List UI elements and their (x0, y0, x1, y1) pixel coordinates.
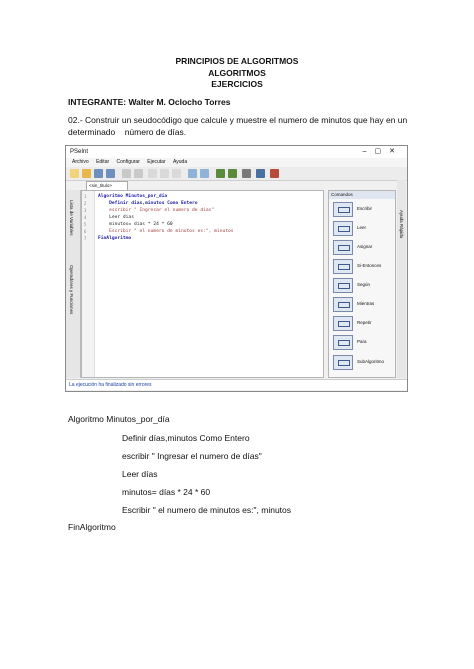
new-file-icon (70, 169, 79, 178)
window-controls: –▢✕ (362, 148, 403, 155)
line-number: 1 (84, 194, 87, 199)
code-line: Algoritmo Minutos_por_dia (98, 194, 168, 199)
indent-icon (188, 169, 197, 178)
stop-icon (270, 169, 279, 178)
code-line: minutos= dias * 24 * 60 (98, 222, 173, 227)
menu-ejecutar: Ejecutar (147, 159, 166, 165)
write-icon (333, 202, 353, 217)
algorithm-footer: FinAlgoritmo (68, 522, 116, 532)
command-segun: Según (333, 278, 391, 293)
code-line: Escribir " el numero de minutos es:", minutos (98, 229, 234, 234)
pseint-screenshot (65, 145, 408, 392)
toolbar (66, 167, 407, 181)
paste-icon (172, 169, 181, 178)
line-number: 7 (84, 236, 87, 241)
doc-section-title: EJERCICIOS (211, 79, 263, 89)
menu-archivo: Archivo (72, 159, 89, 165)
command-escribir: Escribir (333, 202, 391, 217)
algorithm-line: minutos= días * 24 * 60 (122, 487, 211, 497)
algorithm-line: Escribir " el numero de minutos es:", minutos (122, 505, 292, 515)
editor-tabs (66, 181, 316, 190)
line-number: 3 (84, 208, 87, 213)
menu-editar: Editar (96, 159, 110, 165)
while-icon (333, 297, 353, 312)
code-line: FinAlgoritmo (98, 236, 132, 241)
algorithm-line: escribir " Ingresar el numero de días" (122, 451, 262, 461)
repeat-icon (333, 316, 353, 331)
line-number: 6 (84, 229, 87, 234)
question-line-1: 02.- Construir un seudocódigo que calcule y muestre el numero de minutos que hay en un (68, 115, 408, 125)
algorithm-line: Definir días,minutos Como Entero (122, 433, 250, 443)
menu-configurar: Configurar (116, 159, 140, 165)
quick-help-tab: Ayuda Rápida (399, 210, 404, 239)
for-icon (333, 335, 353, 350)
open-folder-icon (82, 169, 91, 178)
help-icon (256, 169, 265, 178)
variables-list-tab: Lista de Variables (69, 200, 74, 236)
command-asignar: Asignar (333, 240, 391, 255)
line-number: 5 (84, 222, 87, 227)
read-icon (333, 221, 353, 236)
subalgorithm-icon (333, 355, 353, 370)
menu-ayuda: Ayuda (173, 159, 188, 165)
algorithm-line: Leer días (122, 469, 158, 479)
flowchart-icon (242, 169, 251, 178)
left-sidebar (66, 190, 81, 378)
code-line: Definir dias,minutos Como Entero (98, 201, 198, 206)
doc-title: PRINCIPIOS DE ALGORITMOS (175, 56, 299, 66)
right-sidebar (397, 180, 406, 378)
commands-panel-title: Comandos (329, 191, 395, 199)
menu-bar (66, 158, 407, 167)
command-leer: Leer (333, 221, 391, 236)
save-as-icon (106, 169, 115, 178)
command-para: Para (333, 335, 391, 350)
cut-icon (148, 169, 157, 178)
commands-panel (328, 190, 396, 378)
tab-sin-titulo: <sin_titulo> (86, 181, 128, 191)
command-mientras: Mientras (333, 297, 391, 312)
switch-icon (333, 278, 353, 293)
window-titlebar (66, 146, 407, 158)
command-repetir: Repetir (333, 316, 391, 331)
search-icon (200, 169, 209, 178)
doc-subtitle: ALGORITMOS (208, 68, 266, 78)
line-number: 4 (84, 215, 87, 220)
copy-icon (160, 169, 169, 178)
operators-tab: Operadores y Funciones (69, 265, 74, 315)
app-title: PSeInt (70, 149, 89, 155)
question-line-2: determinado número de días. (68, 127, 187, 137)
line-number: 2 (84, 201, 87, 206)
step-run-icon (228, 169, 237, 178)
code-line: Leer dias (98, 215, 134, 220)
algorithm-header: Algoritmo Minutos_por_día (68, 414, 170, 424)
command-si-entonces: Si-Entonces (333, 259, 391, 274)
student-name: INTEGRANTE: Walter M. Oclocho Torres (68, 97, 231, 107)
redo-icon (134, 169, 143, 178)
if-then-icon (333, 259, 353, 274)
run-icon (216, 169, 225, 178)
execution-status: La ejecución ha finalizado sin errores (66, 379, 407, 390)
assign-icon (333, 240, 353, 255)
save-icon (94, 169, 103, 178)
undo-icon (122, 169, 131, 178)
code-line: escribir " Ingresar el numero de dias" (98, 208, 215, 213)
command-subalgoritmo: SubAlgoritmo (333, 355, 391, 370)
code-editor (81, 190, 324, 378)
